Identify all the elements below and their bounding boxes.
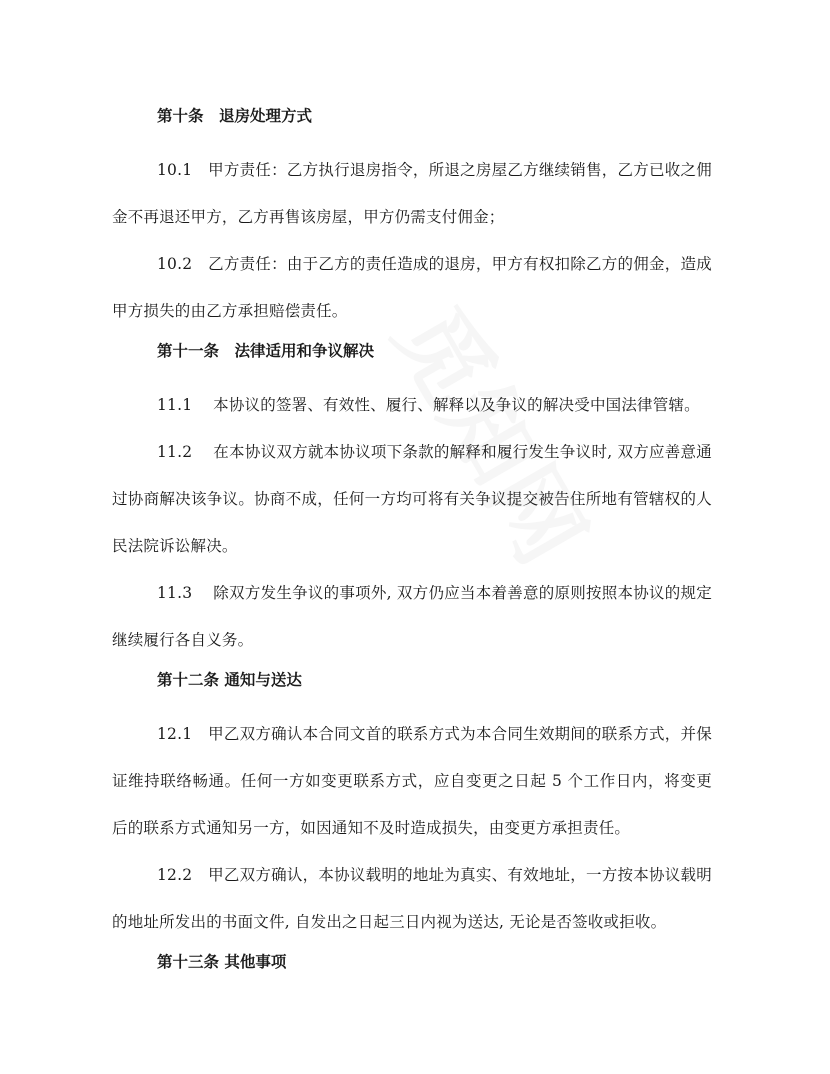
section-12: [112, 664, 712, 946]
document-body: [112, 100, 712, 993]
clause-12-1: 12.1 甲乙双方确认本合同文首的联系方式为本合同生效期间的联系方式，并保证维持联络畅通。任何一方如变更联系方式，应自变更之日起 5 个工作日内，将变更后的联系方式通知另一方，如因通知不及时造成损失，由变更方承担责任。: [112, 725, 712, 837]
section-heading: 第十二条 通知与送达: [157, 670, 302, 689]
clause-11-3: 11.3 除双方发生争议的事项外, 双方仍应当本着善意的原则按照本协议的规定继续履行各自义务。: [112, 584, 712, 649]
clause-11-1: 11.1 本协议的签署、有效性、履行、解释以及争议的解决受中国法律管辖。: [157, 396, 700, 414]
clause-12-2: 12.2 甲乙双方确认，本协议载明的地址为真实、有效地址，一方按本协议载明的地址所发出的书面文件, 自发出之日起三日内视为送达, 无论是否签收或拒收。: [112, 866, 712, 931]
section-10: [112, 100, 712, 335]
section-heading: 第十条 退房处理方式: [157, 106, 313, 125]
clause-10-1: 10.1 甲方责任：乙方执行退房指令，所退之房屋乙方继续销售，乙方已收之佣金不再退还甲方，乙方再售该房屋，甲方仍需支付佣金；: [112, 161, 712, 226]
section-heading: 第十一条 法律适用和争议解决: [157, 341, 375, 360]
section-13: [112, 946, 712, 977]
clause-11-2: 11.2 在本协议双方就本协议项下条款的解释和履行发生争议时, 双方应善意通过协商解决该争议。协商不成，任何一方均可将有关争议提交被告住所地有管辖权的人民法院诉讼解决。: [112, 443, 712, 555]
section-heading: 第十三条 其他事项: [157, 952, 287, 971]
clause-10-2: 10.2 乙方责任：由于乙方的责任造成的退房，甲方有权扣除乙方的佣金，造成甲方损失的由乙方承担赔偿责任。: [112, 255, 712, 320]
section-11: [112, 335, 712, 664]
